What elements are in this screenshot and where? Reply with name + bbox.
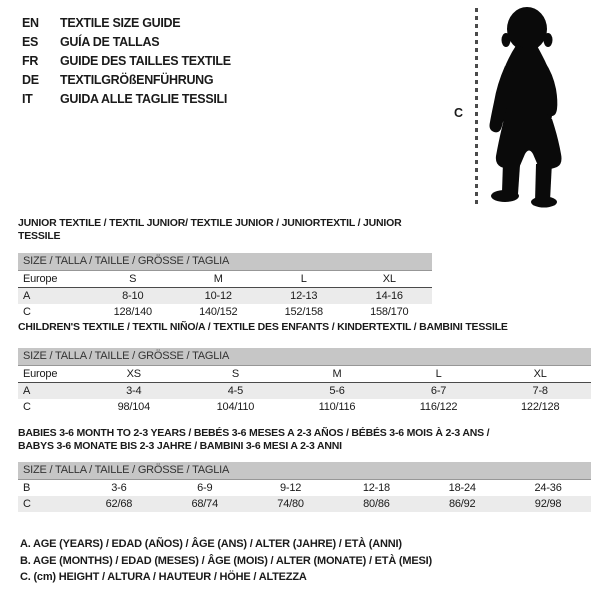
size-cell: XL <box>489 366 591 383</box>
size-cell: 110/116 <box>318 401 356 413</box>
table-row <box>18 304 432 320</box>
row-label: C <box>23 498 31 510</box>
row-label: B <box>23 482 31 494</box>
size-cell: L <box>388 366 490 383</box>
height-measure-dashed-line <box>475 8 478 206</box>
size-cell: 6-9 <box>197 482 213 494</box>
size-grid <box>18 480 591 512</box>
language-row <box>22 13 231 32</box>
size-cell: 104/110 <box>216 401 255 413</box>
language-code: DE <box>22 72 39 87</box>
table-row <box>18 399 591 415</box>
measure-legend-line: A. AGE (YEARS) / EDAD (AÑOS) / ÂGE (ANS) / ALTER (JAHRE) / ETÀ (ANNI) <box>20 538 402 550</box>
size-cell: 74/80 <box>277 498 304 510</box>
size-cell: 10-12 <box>204 290 232 302</box>
measure-legend <box>20 536 432 586</box>
size-cell: 8-10 <box>122 290 144 302</box>
table-title <box>18 217 432 243</box>
size-cell: 7-8 <box>532 385 548 397</box>
size-cell: 5-6 <box>329 385 345 397</box>
size-cell: 62/68 <box>105 498 133 510</box>
row-label: C <box>23 401 31 413</box>
size-cell: 14-16 <box>375 290 403 302</box>
table-row <box>18 271 432 288</box>
language-row <box>22 51 231 70</box>
size-cell: 12-18 <box>362 482 390 494</box>
row-label: C <box>23 306 31 318</box>
size-cell: 3-6 <box>111 482 127 494</box>
row-label: Europe <box>18 271 90 288</box>
table-title <box>18 321 591 334</box>
language-code: FR <box>22 53 39 68</box>
size-cell: 9-12 <box>279 482 302 494</box>
table-title-line: BABIES 3-6 MONTH TO 2-3 YEARS / BEBÉS 3-6 MESES A 2-3 AÑOS / BÉBÉS 3-6 MOIS À 2-3 ANS / <box>18 427 490 439</box>
junior-textile-size-table <box>18 217 432 320</box>
size-cell: 122/128 <box>521 401 560 413</box>
size-cell: 6-7 <box>430 385 447 397</box>
table-title-line: CHILDREN'S TEXTILE / TEXTIL NIÑO/A / TEXTILE DES ENFANTS / KINDERTEXTIL / BAMBINI TESSILE <box>18 321 508 333</box>
size-header-bar: SIZE / TALLA / TAILLE / GRÖSSE / TAGLIA <box>18 462 591 480</box>
size-cell: 86/92 <box>448 498 476 510</box>
size-cell: 3-4 <box>126 385 142 397</box>
table-row <box>18 288 432 305</box>
toddler-silhouette-icon <box>489 4 589 209</box>
language-guide-title: GUIDE DES TAILLES TEXTILE <box>60 53 231 68</box>
row-label: Europe <box>18 366 83 383</box>
table-title-line: BABYS 3-6 MONATE BIS 2-3 JAHRE / BAMBINI 3-6 MESI A 2-3 ANNI <box>18 440 342 452</box>
language-guide-title: GUÍA DE TALLAS <box>60 34 160 49</box>
table-title-line: JUNIOR TEXTILE / TEXTIL JUNIOR/ TEXTILE JUNIOR / JUNIORTEXTIL / JUNIOR TESSILE <box>18 217 402 242</box>
size-cell: 4-5 <box>227 385 244 397</box>
measure-legend-line: C. (cm) HEIGHT / ALTURA / HAUTEUR / HÖHE / ALTEZZA <box>20 571 307 583</box>
size-cell: XL <box>347 271 433 288</box>
table-row <box>18 366 591 383</box>
size-cell: 158/170 <box>370 306 409 318</box>
size-cell: 12-13 <box>290 290 318 302</box>
table-row <box>18 480 591 496</box>
height-measure-label: C <box>454 106 464 120</box>
size-cell: 116/122 <box>419 401 458 413</box>
size-cell: XS <box>83 366 185 383</box>
childrens-textile-size-table <box>18 321 591 415</box>
size-cell: 68/74 <box>191 498 218 510</box>
size-grid <box>18 271 432 320</box>
language-code: ES <box>22 34 39 49</box>
size-header-bar: SIZE / TALLA / TAILLE / GRÖSSE / TAGLIA <box>18 253 432 271</box>
language-guide-title: TEXTILGRÖßENFÜHRUNG <box>60 72 214 87</box>
size-cell: 98/104 <box>117 401 151 413</box>
language-code: EN <box>22 15 39 30</box>
size-header-bar: SIZE / TALLA / TAILLE / GRÖSSE / TAGLIA <box>18 348 591 366</box>
language-row <box>22 70 231 89</box>
size-cell: 140/152 <box>199 306 238 318</box>
size-cell: M <box>286 366 388 383</box>
size-grid <box>18 366 591 415</box>
size-cell: S <box>90 271 176 288</box>
language-guide-title: TEXTILE SIZE GUIDE <box>60 15 181 30</box>
size-cell: 92/98 <box>534 498 562 510</box>
table-row <box>18 496 591 512</box>
language-guide-title: GUIDA ALLE TAGLIE TESSILI <box>60 91 228 106</box>
measure-legend-line: B. AGE (MONTHS) / EDAD (MESES) / ÂGE (MOIS) / ALTER (MONATE) / ETÀ (MESI) <box>20 554 432 567</box>
language-title-list <box>22 13 231 108</box>
row-label: A <box>23 290 31 302</box>
size-cell: 128/140 <box>113 306 152 318</box>
size-cell: S <box>185 366 287 383</box>
language-row <box>22 89 231 108</box>
size-cell: 152/158 <box>284 306 323 318</box>
size-cell: 80/86 <box>363 498 390 510</box>
language-row <box>22 32 231 51</box>
language-code: IT <box>22 91 33 106</box>
size-cell: L <box>261 271 347 288</box>
table-title <box>18 427 591 453</box>
size-cell: 24-36 <box>534 482 562 494</box>
size-cell: M <box>176 271 262 288</box>
row-label: A <box>23 385 31 397</box>
table-row <box>18 383 591 400</box>
babies-textile-size-table <box>18 427 591 512</box>
size-cell: 18-24 <box>448 482 476 494</box>
